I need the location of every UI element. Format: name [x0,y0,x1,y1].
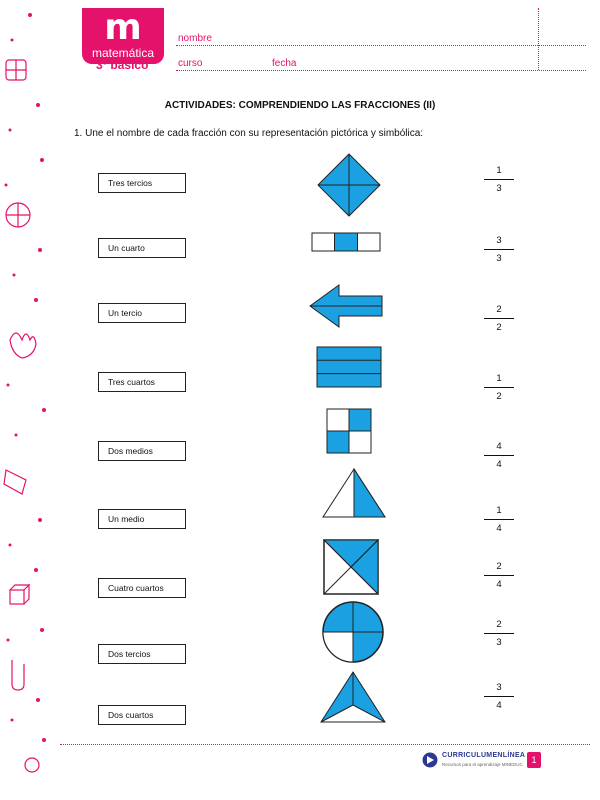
rectangle-thirds-icon[interactable] [316,346,382,388]
fraction-numerator: 2 [496,619,502,630]
fraction-symbol[interactable] [484,441,514,471]
fraction-denominator: 2 [496,322,502,333]
fecha-label: fecha [272,58,297,69]
name-box[interactable]: Cuatro cuartos [98,578,186,598]
fraction-numerator: 2 [496,304,502,315]
fraction-symbol[interactable] [484,165,514,195]
fraction-symbol[interactable] [484,304,514,334]
name-box[interactable]: Tres tercios [98,173,186,193]
fraction-denominator: 4 [496,579,502,590]
fraction-numerator: 2 [496,561,502,572]
fraction-bar [484,387,514,388]
name-box[interactable]: Dos tercios [98,644,186,664]
page-title: ACTIVIDADES: COMPRENDIENDO LAS FRACCIONES (II) [164,100,436,111]
nombre-label: nombre [178,33,212,44]
fraction-numerator: 3 [496,682,502,693]
name-box[interactable]: Un cuarto [98,238,186,258]
header-divider [538,8,539,70]
fraction-numerator: 3 [496,235,502,246]
curso-fecha-field[interactable] [176,70,586,71]
fraction-symbol[interactable] [484,235,514,265]
fraction-bar [484,696,514,697]
fraction-bar [484,179,514,180]
grade-label: 3º básico [96,58,149,72]
bar-thirds-icon[interactable] [311,232,381,252]
logo-letter: m [104,7,142,48]
footer-divider [60,744,590,745]
candy-doodle-icon [4,470,26,494]
name-box[interactable]: Dos cuartos [98,705,186,725]
fraction-bar [484,575,514,576]
fraction-numerator: 1 [496,165,502,176]
hand-doodle-icon [10,333,36,358]
logo-word: matemática [91,46,155,60]
footer-subtitle: Recursos para el aprendizaje MINEDUC [442,762,523,767]
arrow-halves-icon[interactable] [309,284,383,328]
fraction-denominator: 4 [496,523,502,534]
name-box[interactable]: Tres cuartos [98,372,186,392]
fraction-symbol[interactable] [484,505,514,535]
fraction-bar [484,455,514,456]
footer-brand: CURRICULUMENLÍNEA [442,752,526,759]
cube-doodle-icon [10,590,24,604]
name-box[interactable]: Dos medios [98,441,186,461]
fraction-bar [484,519,514,520]
fraction-denominator: 4 [496,459,502,470]
clip-doodle-icon [12,660,24,690]
matematica-logo [82,8,164,64]
fraction-symbol[interactable] [484,561,514,591]
triangle-thirds-icon[interactable] [320,671,386,723]
margin-doodles [0,0,60,800]
fraction-symbol[interactable] [484,619,514,649]
fraction-bar [484,318,514,319]
instruction-text: 1. Une el nombre de cada fracción con su representación pictórica y simbólica: [74,128,424,139]
diamond-quarters-icon[interactable] [317,153,381,217]
fraction-denominator: 4 [496,700,502,711]
fraction-denominator: 2 [496,391,502,402]
fraction-denominator: 3 [496,253,502,264]
curso-label: curso [178,58,203,69]
apple-doodle-icon [25,758,39,772]
fraction-symbol[interactable] [484,682,514,712]
page-number: 1 [527,752,541,768]
fraction-denominator: 3 [496,637,502,648]
name-box[interactable]: Un tercio [98,303,186,323]
fraction-numerator: 4 [496,441,502,452]
fraction-bar [484,249,514,250]
fraction-symbol[interactable] [484,373,514,403]
curriculum-logo-icon [422,752,438,768]
fraction-numerator: 1 [496,505,502,516]
square-x-quarters-icon[interactable] [323,539,379,595]
nombre-field[interactable] [176,45,586,46]
triangle-halves-icon[interactable] [322,468,386,518]
square-quarters-icon[interactable] [326,408,372,454]
fraction-denominator: 3 [496,183,502,194]
fraction-bar [484,633,514,634]
name-box[interactable]: Un medio [98,509,186,529]
fraction-numerator: 1 [496,373,502,384]
circle-quarters-icon[interactable] [321,600,385,664]
